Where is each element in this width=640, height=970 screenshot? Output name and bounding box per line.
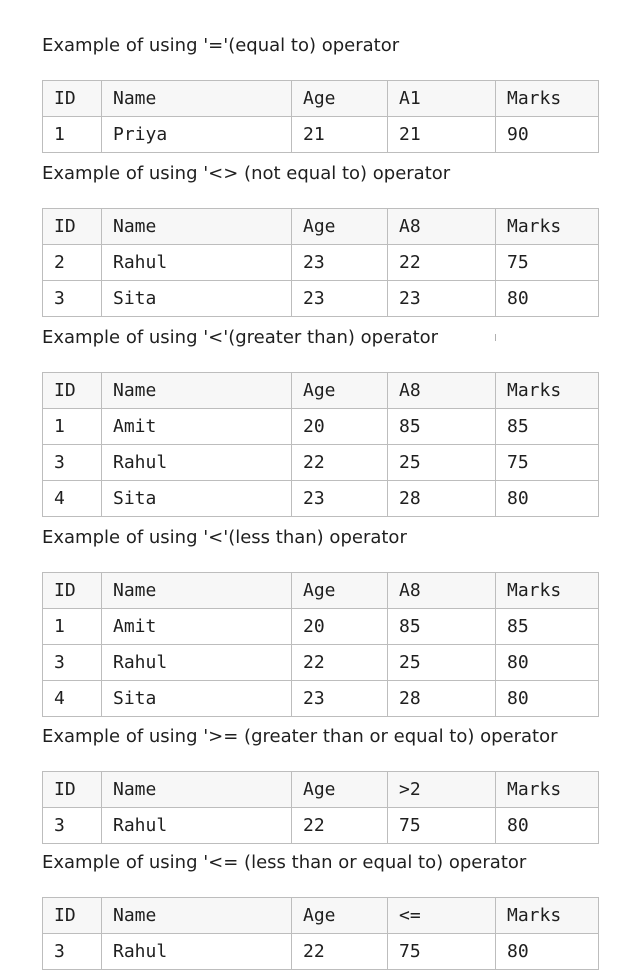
cell-name: Rahul <box>102 445 292 481</box>
section-caption: Example of using '>= (greater than or equal to) operator <box>42 726 558 747</box>
cell-marks: 80 <box>496 645 599 681</box>
column-header-attribute: A8 <box>388 573 496 609</box>
section-less-than <box>42 526 598 717</box>
column-header-name: Name <box>102 209 292 245</box>
cell-marks: 80 <box>496 934 599 970</box>
results-table <box>42 80 599 153</box>
cell-marks: 80 <box>496 681 599 717</box>
column-header-id: ID <box>43 373 102 409</box>
cell-name: Sita <box>102 281 292 317</box>
column-header-marks: Marks <box>496 373 599 409</box>
section-caption: Example of using '<> (not equal to) operator <box>42 163 451 184</box>
table-row <box>43 645 599 681</box>
header-row <box>43 772 599 808</box>
cell-name: Sita <box>102 681 292 717</box>
cell-age: 23 <box>292 245 388 281</box>
column-header-id: ID <box>43 898 102 934</box>
table-row <box>43 609 599 645</box>
cell-name: Amit <box>102 409 292 445</box>
section-caption: Example of using '<'(less than) operator <box>42 527 407 548</box>
table-row <box>43 445 599 481</box>
column-header-id: ID <box>43 573 102 609</box>
section-not-equal-to <box>42 162 598 317</box>
cell-age: 22 <box>292 934 388 970</box>
column-header-marks: Marks <box>496 81 599 117</box>
column-header-id: ID <box>43 209 102 245</box>
cell-age: 22 <box>292 645 388 681</box>
column-header-marks: Marks <box>496 209 599 245</box>
cell-id: 4 <box>43 481 102 517</box>
column-header-name: Name <box>102 373 292 409</box>
cell-attribute: 75 <box>388 934 496 970</box>
cell-id: 4 <box>43 681 102 717</box>
cell-id: 3 <box>43 645 102 681</box>
cell-age: 22 <box>292 445 388 481</box>
header-row <box>43 209 599 245</box>
cell-name: Amit <box>102 609 292 645</box>
cell-age: 22 <box>292 808 388 844</box>
cell-marks: 80 <box>496 281 599 317</box>
column-header-age: Age <box>292 772 388 808</box>
cell-marks: 75 <box>496 245 599 281</box>
column-header-age: Age <box>292 81 388 117</box>
column-header-age: Age <box>292 209 388 245</box>
table-row <box>43 481 599 517</box>
cell-marks: 90 <box>496 117 599 153</box>
cell-attribute: 85 <box>388 409 496 445</box>
table-row <box>43 681 599 717</box>
section-less-than-or-equal-to <box>42 851 598 970</box>
table-row <box>43 808 599 844</box>
results-table <box>42 572 599 717</box>
results-table <box>42 208 599 317</box>
header-row <box>43 373 599 409</box>
cell-id: 1 <box>43 609 102 645</box>
cell-name: Rahul <box>102 934 292 970</box>
stray-tick-mark <box>495 334 496 341</box>
section-equal-to <box>42 34 598 153</box>
cell-id: 3 <box>43 281 102 317</box>
header-row <box>43 898 599 934</box>
column-header-attribute: <= <box>388 898 496 934</box>
cell-id: 2 <box>43 245 102 281</box>
table-row <box>43 281 599 317</box>
column-header-age: Age <box>292 573 388 609</box>
cell-name: Rahul <box>102 645 292 681</box>
section-caption: Example of using '<= (less than or equal to) operator <box>42 852 527 873</box>
column-header-marks: Marks <box>496 898 599 934</box>
cell-attribute: 75 <box>388 808 496 844</box>
cell-age: 23 <box>292 481 388 517</box>
cell-marks: 85 <box>496 609 599 645</box>
cell-marks: 80 <box>496 481 599 517</box>
table-row <box>43 934 599 970</box>
results-table <box>42 771 599 844</box>
cell-attribute: 25 <box>388 445 496 481</box>
cell-id: 3 <box>43 808 102 844</box>
cell-attribute: 28 <box>388 481 496 517</box>
results-table <box>42 372 599 517</box>
cell-name: Sita <box>102 481 292 517</box>
cell-marks: 80 <box>496 808 599 844</box>
section-caption: Example of using '='(equal to) operator <box>42 35 400 56</box>
column-header-name: Name <box>102 772 292 808</box>
cell-age: 20 <box>292 609 388 645</box>
cell-marks: 75 <box>496 445 599 481</box>
cell-name: Priya <box>102 117 292 153</box>
cell-age: 21 <box>292 117 388 153</box>
column-header-attribute: A8 <box>388 209 496 245</box>
table-row <box>43 409 599 445</box>
header-row <box>43 573 599 609</box>
cell-age: 23 <box>292 681 388 717</box>
cell-marks: 85 <box>496 409 599 445</box>
column-header-id: ID <box>43 81 102 117</box>
table-row <box>43 245 599 281</box>
cell-attribute: 22 <box>388 245 496 281</box>
section-greater-than-or-equal-to <box>42 725 598 844</box>
column-header-name: Name <box>102 573 292 609</box>
cell-id: 3 <box>43 934 102 970</box>
section-caption: Example of using '<'(greater than) operator <box>42 327 439 348</box>
cell-id: 3 <box>43 445 102 481</box>
column-header-name: Name <box>102 898 292 934</box>
cell-attribute: 25 <box>388 645 496 681</box>
column-header-age: Age <box>292 373 388 409</box>
column-header-id: ID <box>43 772 102 808</box>
results-table <box>42 897 599 970</box>
header-row <box>43 81 599 117</box>
cell-age: 23 <box>292 281 388 317</box>
column-header-attribute: A8 <box>388 373 496 409</box>
cell-name: Rahul <box>102 808 292 844</box>
column-header-name: Name <box>102 81 292 117</box>
cell-attribute: 23 <box>388 281 496 317</box>
cell-attribute: 28 <box>388 681 496 717</box>
column-header-age: Age <box>292 898 388 934</box>
cell-name: Rahul <box>102 245 292 281</box>
column-header-attribute: >2 <box>388 772 496 808</box>
cell-age: 20 <box>292 409 388 445</box>
cell-attribute: 85 <box>388 609 496 645</box>
column-header-marks: Marks <box>496 772 599 808</box>
cell-id: 1 <box>43 409 102 445</box>
section-greater-than <box>42 326 598 517</box>
column-header-marks: Marks <box>496 573 599 609</box>
cell-attribute: 21 <box>388 117 496 153</box>
table-row <box>43 117 599 153</box>
cell-id: 1 <box>43 117 102 153</box>
column-header-attribute: A1 <box>388 81 496 117</box>
